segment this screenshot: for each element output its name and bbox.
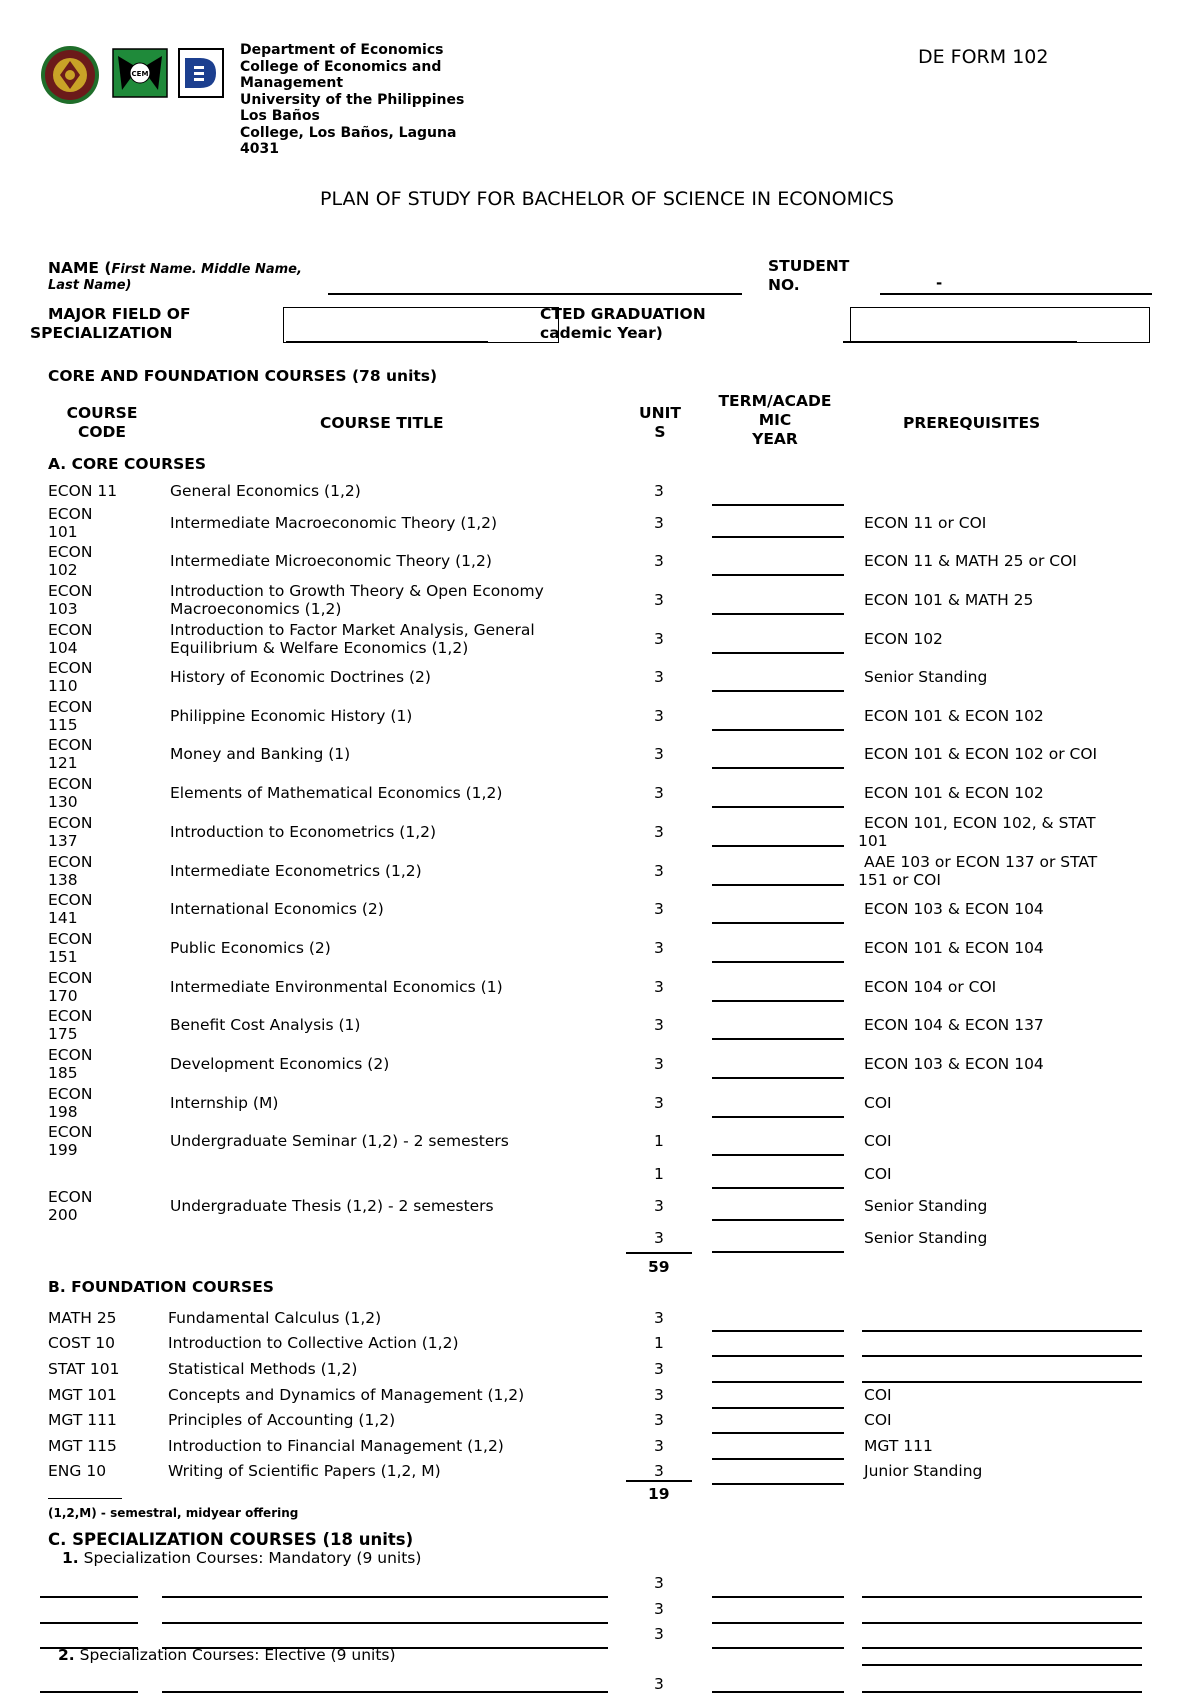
- grad-label: CTED GRADUATION: [540, 305, 706, 323]
- name-hint-2: Last Name): [48, 278, 132, 293]
- course-code-line: 138: [48, 871, 78, 889]
- course-title: [170, 1055, 630, 1073]
- course-title: [170, 582, 630, 618]
- course-title: [170, 978, 630, 996]
- course-code: ENG 10: [48, 1462, 107, 1480]
- course-title-line: Macroeconomics (1,2): [170, 600, 342, 618]
- course-units: 3: [654, 514, 664, 532]
- course-code: [48, 1007, 158, 1043]
- course-title: [170, 514, 630, 532]
- foundation-total: 19: [648, 1485, 670, 1503]
- term-year-field[interactable]: [712, 574, 844, 576]
- course-code-line: 102: [48, 561, 78, 579]
- student-no-label: STUDENT: [768, 257, 850, 275]
- course-code-line: 104: [48, 639, 78, 657]
- term-year-field[interactable]: [712, 1647, 844, 1649]
- course-code-line: ECON: [48, 698, 93, 716]
- col-course-title: COURSE TITLE: [320, 414, 444, 432]
- course-code: MGT 115: [48, 1437, 117, 1455]
- term-year-field[interactable]: [712, 884, 844, 886]
- course-prereq-line: AAE 103 or ECON 137 or STAT: [864, 853, 1098, 871]
- term-year-field[interactable]: [712, 1116, 844, 1118]
- course-title: [170, 552, 630, 570]
- course-prereq: [864, 978, 1164, 996]
- term-year-field[interactable]: [712, 1483, 844, 1485]
- course-title: [170, 482, 630, 500]
- course-title-line: Benefit Cost Analysis (1): [170, 1016, 361, 1034]
- col-prerequisites: PREREQUISITES: [903, 414, 1041, 432]
- course-prereq: [864, 514, 1164, 532]
- course-prereq: [858, 853, 1164, 889]
- course-title-line: Internship (M): [170, 1094, 279, 1112]
- course-prereq-line: COI: [864, 1094, 892, 1112]
- course-prereq: [864, 784, 1164, 802]
- term-year-field[interactable]: [712, 504, 844, 506]
- course-code-line: 103: [48, 600, 78, 618]
- course-code-line: 121: [48, 754, 78, 772]
- course-prereq: [858, 814, 1164, 850]
- course-prereq: [864, 900, 1164, 918]
- col-code-2: CODE: [77, 423, 126, 441]
- course-code: [48, 736, 158, 772]
- course-title-line: Introduction to Factor Market Analysis, General: [170, 621, 535, 639]
- course-units: 3: [654, 784, 664, 802]
- course-code-field[interactable]: [40, 1622, 138, 1624]
- course-prereq-line: COI: [864, 1132, 892, 1150]
- course-title-line: Philippine Economic History (1): [170, 707, 413, 725]
- term-year-field[interactable]: [712, 1381, 844, 1383]
- prereq-field[interactable]: [862, 1381, 1142, 1383]
- course-title: Concepts and Dynamics of Management (1,2): [168, 1386, 525, 1404]
- col-term-1: TERM/ACADE: [718, 392, 832, 410]
- course-prereq-line: ECON 101 & ECON 102: [864, 707, 1044, 725]
- course-title: Statistical Methods (1,2): [168, 1360, 358, 1378]
- student-no-label-2: NO.: [768, 276, 800, 294]
- course-title: [170, 707, 630, 725]
- course-code-line: 110: [48, 677, 78, 695]
- course-prereq: COI: [864, 1411, 892, 1429]
- course-code-line: ECON: [48, 659, 93, 677]
- course-units: 3: [654, 1386, 664, 1404]
- term-year-field[interactable]: [712, 1038, 844, 1040]
- address-line: Department of Economics: [240, 42, 444, 58]
- course-title: [170, 745, 630, 763]
- name-hint: First Name. Middle Name,: [111, 262, 302, 277]
- major-label: MAJOR FIELD OF: [48, 305, 191, 323]
- course-units: 3: [654, 1462, 664, 1480]
- course-title-line: Undergraduate Thesis (1,2) - 2 semesters: [170, 1197, 494, 1215]
- course-prereq-line: 101: [858, 832, 888, 850]
- course-prereq-line: 151 or COI: [858, 871, 941, 889]
- spec-mandatory-label: [62, 1549, 421, 1567]
- prereq-field[interactable]: [862, 1622, 1142, 1624]
- course-title: [170, 668, 630, 686]
- department-address: [240, 42, 470, 158]
- course-units: 1: [654, 1132, 664, 1150]
- course-prereq: [864, 745, 1164, 763]
- course-prereq-line: ECON 103 & ECON 104: [864, 1055, 1044, 1073]
- spec-heading: C. SPECIALIZATION COURSES (18 units): [48, 1530, 414, 1549]
- term-year-field[interactable]: [712, 845, 844, 847]
- course-code: [48, 659, 158, 695]
- course-prereq: [864, 1132, 1164, 1150]
- course-units: 3: [654, 668, 664, 686]
- col-course-code: [52, 404, 152, 442]
- course-code-line: ECON: [48, 582, 93, 600]
- course-code-line: ECON: [48, 543, 93, 561]
- course-code: [48, 482, 158, 500]
- course-code: [48, 1123, 158, 1159]
- address-line: University of the Philippines: [240, 91, 465, 108]
- col-units: [630, 404, 690, 442]
- course-units: 3: [654, 1675, 664, 1693]
- course-title: [170, 939, 630, 957]
- course-code: MATH 25: [48, 1309, 117, 1327]
- course-units: 3: [654, 482, 664, 500]
- address-line: College, Los Baños, Laguna: [240, 124, 457, 141]
- prereq-field[interactable]: [862, 1596, 1142, 1598]
- course-title-field[interactable]: [162, 1596, 608, 1598]
- course-code-field[interactable]: [40, 1691, 138, 1693]
- term-year-field[interactable]: [712, 1432, 844, 1434]
- course-code-line: 141: [48, 909, 78, 927]
- student-no-field[interactable]: [880, 293, 1152, 295]
- course-code-line: 170: [48, 987, 78, 1005]
- course-units: 3: [654, 900, 664, 918]
- form-number: DE FORM 102: [918, 46, 1049, 68]
- course-title-line: General Economics (1,2): [170, 482, 361, 500]
- course-title-line: Introduction to Econometrics (1,2): [170, 823, 437, 841]
- col-term-2: MIC: [758, 411, 792, 429]
- course-prereq-line: ECON 103 & ECON 104: [864, 900, 1044, 918]
- course-code-line: ECON: [48, 775, 93, 793]
- course-prereq-line: ECON 101, ECON 102, & STAT: [864, 814, 1096, 832]
- term-year-field[interactable]: [712, 690, 844, 692]
- course-prereq-line: ECON 11 or COI: [864, 514, 987, 532]
- course-title-line: Intermediate Environmental Economics (1): [170, 978, 503, 996]
- term-year-field[interactable]: [712, 1251, 844, 1253]
- course-prereq: [864, 1016, 1164, 1034]
- course-prereq-line: ECON 104 & ECON 137: [864, 1016, 1044, 1034]
- course-units: 1: [654, 1334, 664, 1352]
- col-term-3: YEAR: [752, 430, 798, 448]
- course-prereq: [864, 1165, 1164, 1183]
- course-code: [48, 543, 158, 579]
- name-field[interactable]: [328, 293, 742, 295]
- col-term: [700, 392, 850, 449]
- term-year-field[interactable]: [712, 1407, 844, 1409]
- name-label: [48, 259, 302, 279]
- footnote: (1,2,M) - semestral, midyear offering: [48, 1506, 299, 1520]
- course-code-line: ECON: [48, 505, 93, 523]
- course-prereq: [864, 1055, 1164, 1073]
- course-title: [170, 862, 630, 880]
- course-prereq-line: ECON 102: [864, 630, 943, 648]
- course-prereq-line: Senior Standing: [864, 1197, 988, 1215]
- course-units: 3: [654, 823, 664, 841]
- grad-underline: [843, 341, 1077, 343]
- course-title-line: Money and Banking (1): [170, 745, 351, 763]
- section-heading: CORE AND FOUNDATION COURSES (78 units): [48, 367, 438, 385]
- course-prereq-line: Senior Standing: [864, 1229, 988, 1247]
- major-underline: [286, 341, 488, 343]
- course-title: [170, 1094, 630, 1112]
- course-code-line: 175: [48, 1025, 78, 1043]
- term-year-field[interactable]: [712, 1330, 844, 1332]
- col-code-1: COURSE: [66, 404, 138, 422]
- course-units: 3: [654, 978, 664, 996]
- university-seal: [40, 45, 100, 105]
- course-code: [48, 505, 158, 541]
- course-units: 3: [654, 939, 664, 957]
- course-prereq-line: ECON 101 & ECON 104: [864, 939, 1044, 957]
- course-code-line: 151: [48, 948, 78, 966]
- spec-elective-label: [58, 1646, 396, 1664]
- course-units: 3: [654, 1197, 664, 1215]
- course-code: [48, 582, 158, 618]
- course-code: MGT 111: [48, 1411, 117, 1429]
- course-units: 3: [654, 707, 664, 725]
- foundation-heading: B. FOUNDATION COURSES: [48, 1278, 274, 1296]
- course-code-line: ECON: [48, 814, 93, 832]
- term-year-field[interactable]: [712, 1219, 844, 1221]
- prereq-field[interactable]: [862, 1691, 1142, 1693]
- course-prereq: MGT 111: [864, 1437, 933, 1455]
- course-code-line: ECON: [48, 969, 93, 987]
- course-prereq: [864, 552, 1164, 570]
- course-title-field[interactable]: [162, 1622, 608, 1624]
- course-prereq: [864, 1094, 1164, 1112]
- department-logo: [178, 48, 224, 98]
- course-prereq: [864, 707, 1164, 725]
- course-code: [48, 775, 158, 811]
- course-code: [48, 891, 158, 927]
- course-code-line: 130: [48, 793, 78, 811]
- prereq-field[interactable]: [862, 1330, 1142, 1332]
- course-code-line: 198: [48, 1103, 78, 1121]
- page-title: PLAN OF STUDY FOR BACHELOR OF SCIENCE IN ECONOMICS: [320, 188, 894, 210]
- course-title: [170, 1016, 630, 1034]
- grad-label-2: cademic Year): [540, 324, 663, 342]
- course-title-line: International Economics (2): [170, 900, 384, 918]
- student-no-dash: -: [936, 274, 943, 292]
- address-line: Management: [240, 75, 344, 91]
- course-prereq: [864, 630, 1164, 648]
- course-title-line: Undergraduate Seminar (1,2) - 2 semesters: [170, 1132, 509, 1150]
- course-code-line: ECON: [48, 891, 93, 909]
- course-units: 3: [654, 1625, 664, 1643]
- course-code-field[interactable]: [40, 1596, 138, 1598]
- course-prereq-line: COI: [864, 1165, 892, 1183]
- course-title: Introduction to Financial Management (1,2): [168, 1437, 504, 1455]
- course-title-line: Public Economics (2): [170, 939, 331, 957]
- col-units-1: UNIT: [639, 404, 681, 422]
- course-code-line: ECON: [48, 1085, 93, 1103]
- course-title: [170, 823, 630, 841]
- term-year-field[interactable]: [712, 613, 844, 615]
- course-prereq-line: ECON 11 & MATH 25 or COI: [864, 552, 1077, 570]
- course-code-line: ECON: [48, 736, 93, 754]
- course-title: [170, 1197, 630, 1215]
- course-code: [48, 698, 158, 734]
- address-line: 4031: [240, 141, 279, 157]
- term-year-field[interactable]: [712, 729, 844, 731]
- spec-elective-num: 2.: [58, 1646, 75, 1664]
- course-code-line: ECON: [48, 853, 93, 871]
- term-year-field[interactable]: [712, 1154, 844, 1156]
- core-total-rule: [626, 1252, 692, 1254]
- name-label-text: NAME (: [48, 259, 112, 277]
- grad-year-field[interactable]: [850, 307, 1150, 343]
- col-units-2: S: [654, 423, 666, 441]
- course-code: MGT 101: [48, 1386, 117, 1404]
- spec-mandatory-text: Specialization Courses: Mandatory (9 units): [83, 1549, 422, 1567]
- footnote-rule: [48, 1498, 122, 1499]
- term-year-field[interactable]: [712, 767, 844, 769]
- course-prereq: [864, 668, 1164, 686]
- term-year-field[interactable]: [712, 1596, 844, 1598]
- course-code: [48, 969, 158, 1005]
- major-field[interactable]: [283, 307, 559, 343]
- term-year-field[interactable]: [712, 1077, 844, 1079]
- course-code: [48, 1085, 158, 1121]
- course-code-line: ECON: [48, 621, 93, 639]
- course-units: 3: [654, 1016, 664, 1034]
- course-title-line: Intermediate Microeconomic Theory (1,2): [170, 552, 492, 570]
- course-code: [48, 853, 158, 889]
- course-units: 3: [654, 1229, 664, 1247]
- course-code: STAT 101: [48, 1360, 120, 1378]
- course-prereq: [864, 1229, 1164, 1247]
- course-units: 3: [654, 1574, 664, 1592]
- course-title-field[interactable]: [162, 1691, 608, 1693]
- course-code-line: 137: [48, 832, 78, 850]
- course-code-line: ECON: [48, 1123, 93, 1141]
- term-year-field[interactable]: [712, 1458, 844, 1460]
- course-title-line: Intermediate Econometrics (1,2): [170, 862, 422, 880]
- course-code-line: ECON: [48, 1188, 93, 1206]
- address-line: Los Baños: [240, 108, 320, 124]
- course-code-line: ECON: [48, 930, 93, 948]
- foundation-total-rule: [626, 1480, 692, 1482]
- college-logo-text: CEM: [131, 70, 149, 78]
- course-units: 3: [654, 1437, 664, 1455]
- term-year-field[interactable]: [712, 922, 844, 924]
- term-year-field[interactable]: [712, 652, 844, 654]
- course-prereq: Junior Standing: [864, 1462, 983, 1480]
- college-logo: [112, 48, 168, 98]
- major-label-2: SPECIALIZATION: [30, 324, 173, 342]
- course-prereq-line: ECON 104 or COI: [864, 978, 997, 996]
- course-units: 3: [654, 1309, 664, 1327]
- term-year-field[interactable]: [712, 806, 844, 808]
- course-units: 3: [654, 1360, 664, 1378]
- address-line: College of Economics and: [240, 58, 442, 75]
- course-prereq: COI: [864, 1386, 892, 1404]
- term-year-field[interactable]: [712, 961, 844, 963]
- term-year-field[interactable]: [712, 1187, 844, 1189]
- course-title-line: Intermediate Macroeconomic Theory (1,2): [170, 514, 498, 532]
- course-title: Fundamental Calculus (1,2): [168, 1309, 382, 1327]
- course-title: [170, 621, 630, 657]
- course-code-line: 199: [48, 1141, 78, 1159]
- term-year-field[interactable]: [712, 1355, 844, 1357]
- course-code: [48, 930, 158, 966]
- course-title: [170, 1132, 630, 1150]
- course-code: COST 10: [48, 1334, 115, 1352]
- course-code-line: 200: [48, 1206, 78, 1224]
- course-code-line: ECON: [48, 1007, 93, 1025]
- course-code: [48, 621, 158, 657]
- course-title: [170, 900, 630, 918]
- course-code-line: 185: [48, 1064, 78, 1082]
- course-title-line: Equilibrium & Welfare Economics (1,2): [170, 639, 469, 657]
- course-units: 3: [654, 745, 664, 763]
- course-code-line: ECON 11: [48, 482, 118, 500]
- prereq-field[interactable]: [862, 1647, 1142, 1649]
- course-title-line: Elements of Mathematical Economics (1,2): [170, 784, 503, 802]
- course-title: Writing of Scientific Papers (1,2, M): [168, 1462, 441, 1480]
- course-title-line: Development Economics (2): [170, 1055, 390, 1073]
- course-title: Introduction to Collective Action (1,2): [168, 1334, 459, 1352]
- course-units: 3: [654, 862, 664, 880]
- term-year-field[interactable]: [712, 1000, 844, 1002]
- course-prereq-line: Senior Standing: [864, 668, 988, 686]
- prereq-field[interactable]: [862, 1355, 1142, 1357]
- course-prereq-line: ECON 101 & MATH 25: [864, 591, 1034, 609]
- course-units: 1: [654, 1165, 664, 1183]
- course-code: [48, 1046, 158, 1082]
- spec-elective-prereq-field[interactable]: [862, 1664, 1142, 1666]
- term-year-field[interactable]: [712, 1622, 844, 1624]
- course-code-line: ECON: [48, 1046, 93, 1064]
- course-title-line: Introduction to Growth Theory & Open Economy: [170, 582, 544, 600]
- core-total: 59: [648, 1258, 670, 1276]
- course-title: Principles of Accounting (1,2): [168, 1411, 396, 1429]
- course-title: [170, 784, 630, 802]
- course-prereq-line: ECON 101 & ECON 102 or COI: [864, 745, 1098, 763]
- course-units: 3: [654, 552, 664, 570]
- course-units: 3: [654, 1600, 664, 1618]
- course-units: 3: [654, 1411, 664, 1429]
- course-code-line: 115: [48, 716, 78, 734]
- course-prereq: [864, 1197, 1164, 1215]
- term-year-field[interactable]: [712, 536, 844, 538]
- spec-elective-text: Specialization Courses: Elective (9 units): [79, 1646, 396, 1664]
- course-units: 3: [654, 591, 664, 609]
- course-units: 3: [654, 1055, 664, 1073]
- course-title-line: History of Economic Doctrines (2): [170, 668, 431, 686]
- course-units: 3: [654, 630, 664, 648]
- course-units: 3: [654, 1094, 664, 1112]
- core-heading: A. CORE COURSES: [48, 455, 207, 473]
- course-prereq: [864, 939, 1164, 957]
- term-year-field[interactable]: [712, 1691, 844, 1693]
- course-prereq: [864, 591, 1164, 609]
- course-code: [48, 1188, 158, 1224]
- course-code-line: 101: [48, 523, 78, 541]
- course-code: [48, 814, 158, 850]
- spec-mandatory-num: 1.: [62, 1549, 79, 1567]
- course-prereq-line: ECON 101 & ECON 102: [864, 784, 1044, 802]
